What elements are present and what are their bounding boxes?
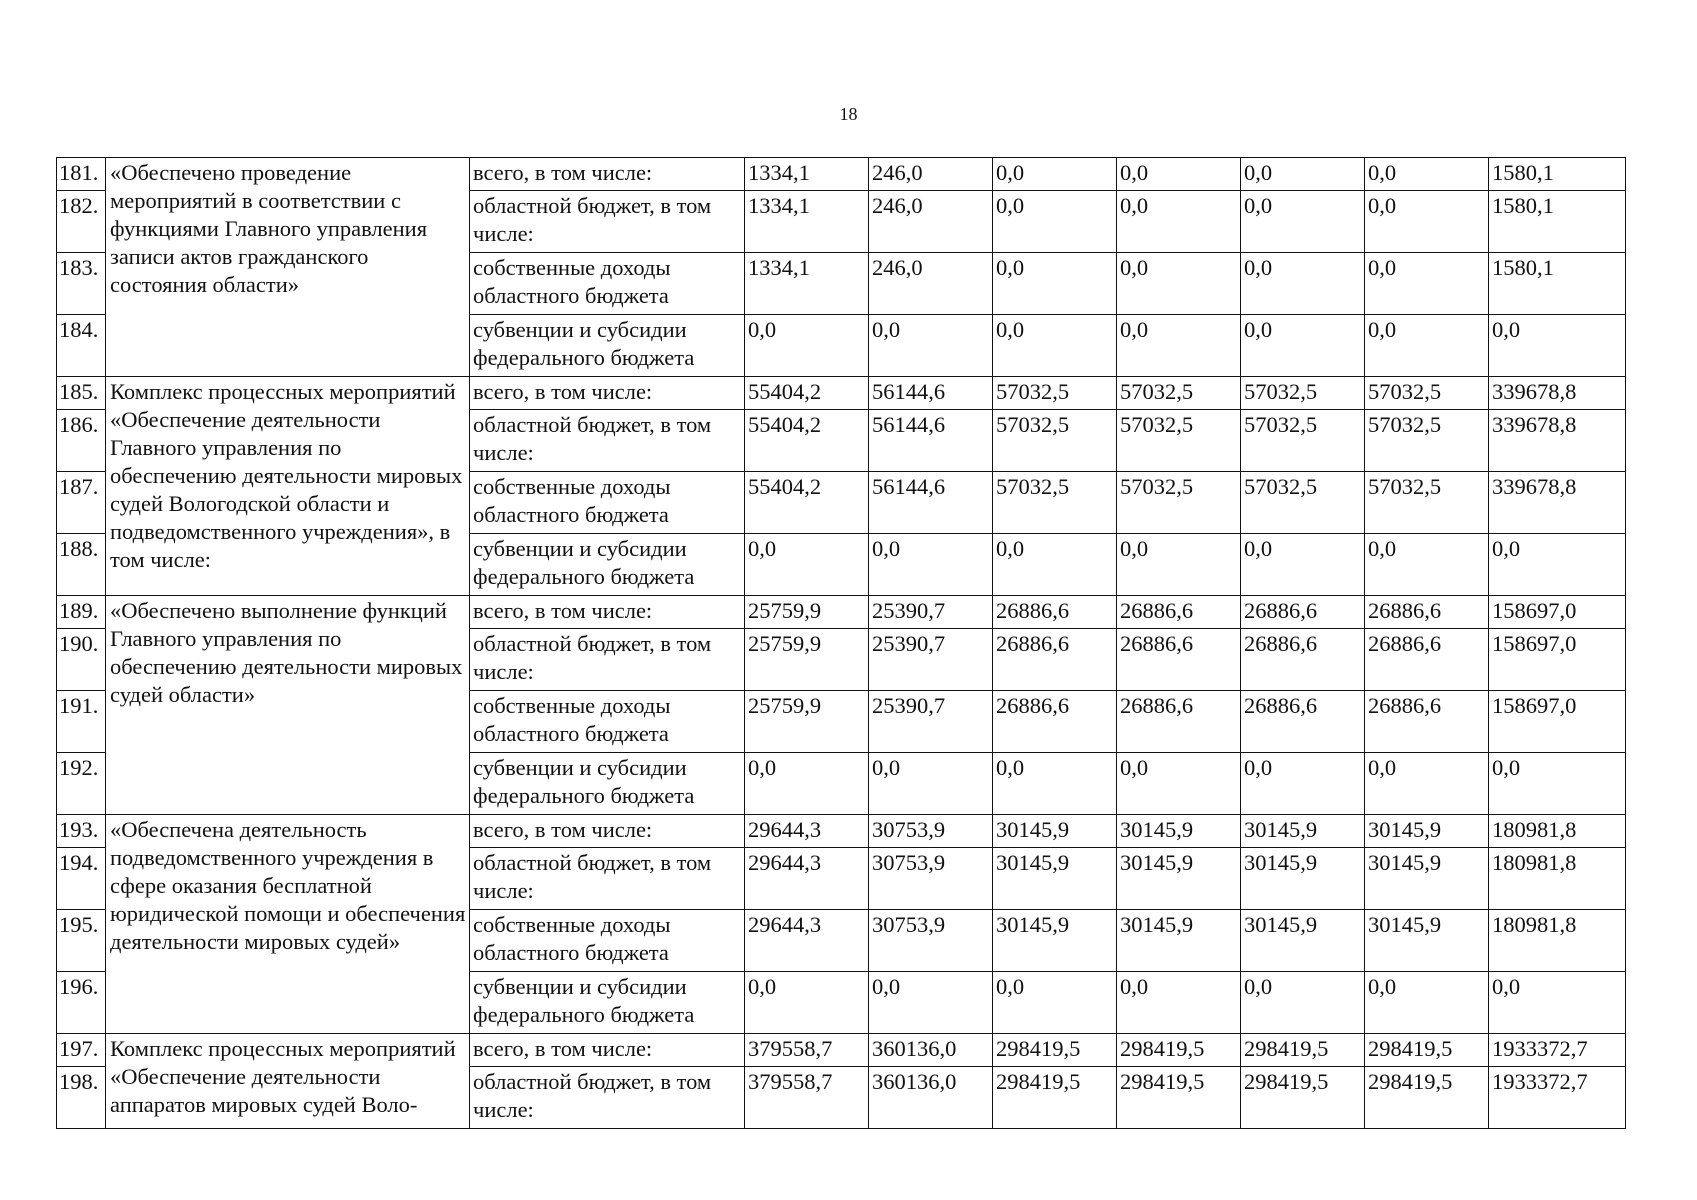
funding-source: всего, в том числе: [470,596,745,629]
total-value: 0,0 [1489,753,1626,815]
year-value: 0,0 [993,753,1117,815]
year-value: 26886,6 [1241,691,1365,753]
activity-name: Комплекс процессных мероприятий «Обеспечение деятельности Главного управления по обеспечению деятельности мировых судей Вологодской области и подведомственного учреждения», в том числе: [106,377,470,596]
year-value: 0,0 [1117,972,1241,1034]
year-value: 0,0 [745,972,869,1034]
activity-name: «Обеспечено проведение мероприятий в соответствии с функциями Главного управления записи актов гражданского состояния области» [106,158,470,377]
total-value: 158697,0 [1489,629,1626,691]
year-value: 30145,9 [1365,815,1489,848]
year-value: 26886,6 [1241,629,1365,691]
table-row [57,596,1626,629]
total-value: 1580,1 [1489,253,1626,315]
year-value: 29644,3 [745,910,869,972]
year-value: 26886,6 [993,596,1117,629]
year-value: 57032,5 [1241,472,1365,534]
activity-name: «Обеспечена деятельность подведомственного учреждения в сфере оказания бесплатной юридической помощи и обеспечения деятельности мировых судей» [106,815,470,1034]
activity-name: Комплекс процессных мероприятий «Обеспечение деятельности аппаратов мировых судей Воло- [106,1034,470,1129]
year-value: 0,0 [1117,315,1241,377]
year-value: 30145,9 [1365,848,1489,910]
funding-source: субвенции и субсидии федерального бюджета [470,315,745,377]
year-value: 246,0 [869,253,993,315]
funding-source: собственные доходы областного бюджета [470,253,745,315]
total-value: 180981,8 [1489,910,1626,972]
year-value: 57032,5 [993,377,1117,410]
year-value: 57032,5 [1241,410,1365,472]
year-value: 0,0 [1365,253,1489,315]
funding-source: всего, в том числе: [470,815,745,848]
year-value: 298419,5 [1117,1034,1241,1067]
year-value: 298419,5 [1365,1034,1489,1067]
year-value: 0,0 [993,534,1117,596]
row-number: 193. [57,815,106,848]
row-number: 188. [57,534,106,596]
total-value: 0,0 [1489,534,1626,596]
year-value: 0,0 [745,534,869,596]
year-value: 30145,9 [993,910,1117,972]
year-value: 0,0 [1117,534,1241,596]
year-value: 57032,5 [993,410,1117,472]
year-value: 0,0 [1117,191,1241,253]
total-value: 1580,1 [1489,158,1626,191]
year-value: 30145,9 [1241,815,1365,848]
row-number: 184. [57,315,106,377]
row-number: 197. [57,1034,106,1067]
table-row [57,815,1626,848]
funding-source: собственные доходы областного бюджета [470,691,745,753]
funding-source: всего, в том числе: [470,377,745,410]
row-number: 185. [57,377,106,410]
row-number: 194. [57,848,106,910]
year-value: 26886,6 [1365,691,1489,753]
year-value: 0,0 [1241,315,1365,377]
year-value: 0,0 [1241,972,1365,1034]
year-value: 30753,9 [869,815,993,848]
year-value: 0,0 [1241,253,1365,315]
year-value: 0,0 [745,753,869,815]
row-number: 191. [57,691,106,753]
year-value: 298419,5 [1241,1034,1365,1067]
year-value: 26886,6 [1365,596,1489,629]
year-value: 25759,9 [745,596,869,629]
total-value: 158697,0 [1489,596,1626,629]
year-value: 379558,7 [745,1067,869,1129]
year-value: 30753,9 [869,848,993,910]
year-value: 0,0 [1365,315,1489,377]
year-value: 0,0 [1241,158,1365,191]
year-value: 25390,7 [869,629,993,691]
activity-name: «Обеспечено выполнение функций Главного управления по обеспечению деятельности мировых судей области» [106,596,470,815]
year-value: 55404,2 [745,472,869,534]
total-value: 0,0 [1489,972,1626,1034]
year-value: 0,0 [869,534,993,596]
funding-source: областной бюджет, в том числе: [470,191,745,253]
total-value: 180981,8 [1489,848,1626,910]
funding-source: областной бюджет, в том числе: [470,410,745,472]
year-value: 0,0 [993,253,1117,315]
year-value: 298419,5 [993,1067,1117,1129]
year-value: 25390,7 [869,596,993,629]
year-value: 29644,3 [745,848,869,910]
year-value: 25759,9 [745,691,869,753]
year-value: 0,0 [993,315,1117,377]
row-number: 181. [57,158,106,191]
total-value: 339678,8 [1489,472,1626,534]
year-value: 30145,9 [1241,910,1365,972]
year-value: 0,0 [1117,753,1241,815]
funding-source: областной бюджет, в том числе: [470,629,745,691]
funding-source: субвенции и субсидии федерального бюджета [470,753,745,815]
page-number: 18 [839,104,858,124]
row-number: 190. [57,629,106,691]
year-value: 57032,5 [1117,377,1241,410]
year-value: 360136,0 [869,1034,993,1067]
table-row [57,1034,1626,1067]
year-value: 0,0 [1365,191,1489,253]
year-value: 298419,5 [1365,1067,1489,1129]
funding-source: областной бюджет, в том числе: [470,1067,745,1129]
table-body [57,158,1626,1129]
funding-source: субвенции и субсидии федерального бюджета [470,972,745,1034]
year-value: 57032,5 [1241,377,1365,410]
year-value: 298419,5 [1117,1067,1241,1129]
year-value: 57032,5 [1365,410,1489,472]
year-value: 57032,5 [993,472,1117,534]
year-value: 25390,7 [869,691,993,753]
year-value: 56144,6 [869,410,993,472]
year-value: 0,0 [1117,253,1241,315]
year-value: 26886,6 [1117,596,1241,629]
row-number: 183. [57,253,106,315]
row-number: 186. [57,410,106,472]
year-value: 246,0 [869,191,993,253]
total-value: 158697,0 [1489,691,1626,753]
year-value: 26886,6 [993,691,1117,753]
year-value: 1334,1 [745,191,869,253]
year-value: 0,0 [745,315,869,377]
year-value: 30145,9 [1117,848,1241,910]
total-value: 0,0 [1489,315,1626,377]
year-value: 0,0 [1241,753,1365,815]
year-value: 56144,6 [869,472,993,534]
year-value: 30145,9 [1365,910,1489,972]
row-number: 192. [57,753,106,815]
year-value: 55404,2 [745,410,869,472]
year-value: 0,0 [1365,753,1489,815]
year-value: 0,0 [1241,191,1365,253]
funding-source: всего, в том числе: [470,1034,745,1067]
year-value: 26886,6 [1117,691,1241,753]
total-value: 180981,8 [1489,815,1626,848]
funding-source: собственные доходы областного бюджета [470,472,745,534]
year-value: 379558,7 [745,1034,869,1067]
year-value: 0,0 [869,972,993,1034]
funding-source: субвенции и субсидии федерального бюджета [470,534,745,596]
total-value: 1933372,7 [1489,1034,1626,1067]
budget-table [56,157,1626,1129]
year-value: 25759,9 [745,629,869,691]
funding-source: всего, в том числе: [470,158,745,191]
year-value: 298419,5 [993,1034,1117,1067]
total-value: 339678,8 [1489,410,1626,472]
year-value: 30145,9 [1241,848,1365,910]
year-value: 0,0 [869,315,993,377]
year-value: 57032,5 [1365,377,1489,410]
total-value: 1580,1 [1489,191,1626,253]
row-number: 187. [57,472,106,534]
row-number: 198. [57,1067,106,1129]
year-value: 30145,9 [993,815,1117,848]
year-value: 360136,0 [869,1067,993,1129]
year-value: 26886,6 [993,629,1117,691]
year-value: 57032,5 [1117,472,1241,534]
year-value: 30145,9 [993,848,1117,910]
row-number: 189. [57,596,106,629]
year-value: 0,0 [993,972,1117,1034]
year-value: 0,0 [993,158,1117,191]
table-row [57,158,1626,191]
year-value: 298419,5 [1241,1067,1365,1129]
year-value: 0,0 [1365,972,1489,1034]
year-value: 57032,5 [1365,472,1489,534]
year-value: 26886,6 [1365,629,1489,691]
table-row [57,377,1626,410]
row-number: 182. [57,191,106,253]
year-value: 1334,1 [745,158,869,191]
year-value: 0,0 [869,753,993,815]
year-value: 0,0 [1365,534,1489,596]
funding-source: собственные доходы областного бюджета [470,910,745,972]
year-value: 30145,9 [1117,815,1241,848]
year-value: 0,0 [1117,158,1241,191]
year-value: 246,0 [869,158,993,191]
year-value: 56144,6 [869,377,993,410]
year-value: 0,0 [1241,534,1365,596]
row-number: 196. [57,972,106,1034]
year-value: 1334,1 [745,253,869,315]
year-value: 26886,6 [1117,629,1241,691]
year-value: 57032,5 [1117,410,1241,472]
year-value: 26886,6 [1241,596,1365,629]
row-number: 195. [57,910,106,972]
year-value: 29644,3 [745,815,869,848]
total-value: 1933372,7 [1489,1067,1626,1129]
year-value: 30145,9 [1117,910,1241,972]
year-value: 30753,9 [869,910,993,972]
funding-source: областной бюджет, в том числе: [470,848,745,910]
total-value: 339678,8 [1489,377,1626,410]
year-value: 0,0 [993,191,1117,253]
year-value: 55404,2 [745,377,869,410]
year-value: 0,0 [1365,158,1489,191]
